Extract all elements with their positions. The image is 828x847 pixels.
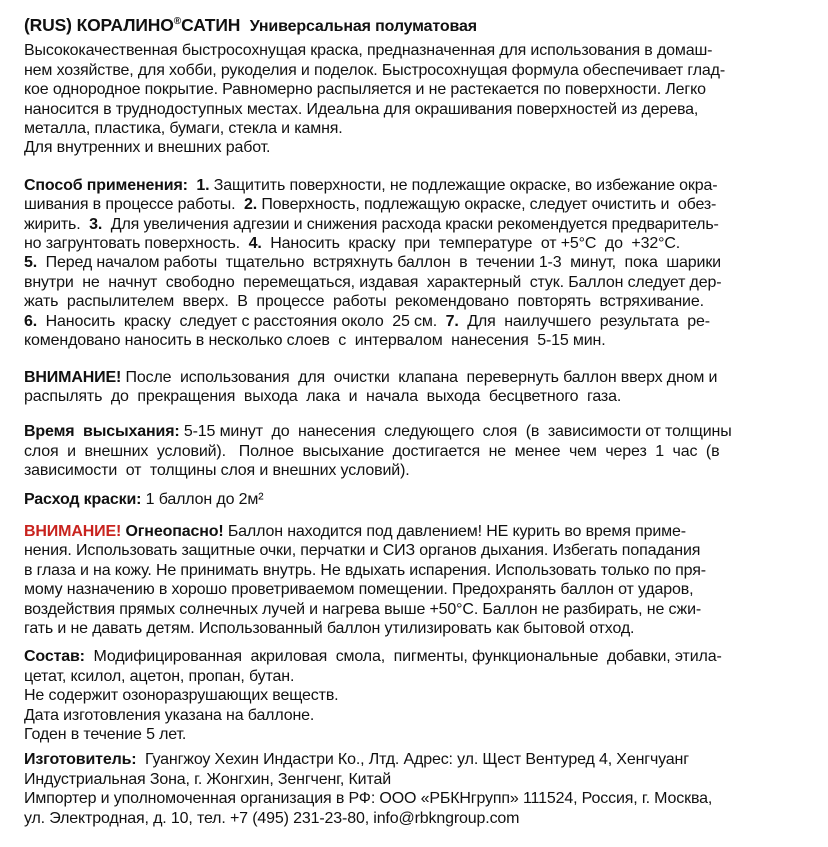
- text-run: Баллон находится под давлением! НЕ курить во время приме-: [223, 522, 686, 540]
- text-run: ВНИМАНИЕ!: [24, 368, 122, 386]
- text-run: кое однородное покрытие. Равномерно распыляется и не растекается по поверхности. Легко: [24, 81, 706, 99]
- text-run: зависимости от толщины слоя и внешних условий).: [24, 462, 410, 480]
- text-run: Время высыхания:: [24, 423, 180, 441]
- text-line: [24, 750, 810, 769]
- text-run: (RUS) КОРАЛИНО: [24, 15, 174, 35]
- text-run: Наносить краску при температуре от +5°С до +32°С.: [261, 235, 681, 253]
- registered-trademark-mark: ®: [173, 16, 182, 28]
- block-consumption: [24, 490, 810, 509]
- text-line: [24, 461, 810, 480]
- label-body: [24, 16, 810, 828]
- text-run: Для увеличения адгезии и снижения расхода краски рекомендуется предваритель-: [102, 215, 719, 233]
- text-run: Для внутренних и внешних работ.: [24, 139, 271, 157]
- text-run: гать и не давать детям. Использованный баллон утилизировать как бытовой отход.: [24, 619, 635, 637]
- text-line: [24, 312, 810, 331]
- block-application: [24, 176, 810, 351]
- text-line: [24, 119, 810, 138]
- text-line: [24, 234, 810, 253]
- text-run: Индустриальная Зона, г. Жонгхин, Зенгченг, Китай: [24, 770, 391, 788]
- text-run: но загрунтовать поверхность.: [24, 235, 249, 253]
- text-run: Импортер и уполномоченная организация в РФ: ООО «РБКНгрупп» 111524, Россия, г. Москва,: [24, 790, 713, 808]
- text-run: Годен в течение 5 лет.: [24, 726, 187, 743]
- text-run: Изготовитель:: [24, 751, 137, 769]
- text-run: Не содержит озоноразрушающих веществ.: [24, 687, 339, 705]
- text-run: ул. Электродная, д. 10, тел. +7 (495) 231-23-80, info@rbkngroup.com: [24, 809, 520, 827]
- text-line: [24, 706, 810, 725]
- text-line: [24, 561, 810, 580]
- text-run: жать распылителем вверх. В процессе работы рекомендовано повторять встряхивание.: [24, 293, 704, 311]
- text-run: комендовано наносить в несколько слоев с интервалом нанесения 5-15 мин.: [24, 332, 606, 350]
- block-safety-warning: [24, 522, 810, 638]
- text-line: [24, 100, 810, 119]
- text-run: Дата изготовления указана на баллоне.: [24, 706, 315, 724]
- text-run: Наносить краску следует с расстояния около 25 см.: [37, 312, 446, 330]
- block-valve-warning: [24, 368, 810, 407]
- block-manufacturer: [24, 750, 810, 828]
- text-run: воздействия прямых солнечных лучей и нагрева выше +50°С. Баллон не разбирать, не сжи-: [24, 600, 702, 618]
- text-line: [24, 667, 810, 686]
- text-line: [24, 80, 810, 99]
- text-line: [24, 580, 810, 599]
- text-run: нения. Использовать защитные очки, перчатки и СИЗ органов дыхания. Избегать попадания: [24, 542, 701, 560]
- text-line: [24, 541, 810, 560]
- text-run: Поверхность, подлежащую окраске, следует очистить и обез-: [257, 196, 717, 214]
- text-line: [24, 253, 810, 272]
- text-line: [24, 809, 810, 828]
- text-line: [24, 368, 810, 387]
- text-run: 7.: [445, 312, 459, 330]
- text-line: [24, 273, 810, 292]
- text-run: 5-15 минут до нанесения следующего слоя (в зависимости от толщины: [179, 423, 732, 441]
- block-composition: [24, 647, 810, 744]
- text-run: внутри не начнут свободно перемещаться, издавая характерный стук. Баллон следует дер-: [24, 273, 722, 291]
- text-line: [24, 41, 810, 60]
- text-run: [240, 15, 249, 35]
- text-line: [24, 686, 810, 705]
- text-run: Гуангжоу Хехин Индастри Ко., Лтд. Адрес: ул. Щест Вентуред 4, Хенгчуанг: [136, 751, 689, 769]
- text-run: Высококачественная быстросохнущая краска, предназначенная для использования в домаш-: [24, 42, 713, 60]
- text-line: [24, 647, 810, 666]
- text-run: После использования для очистки клапана перевернуть баллон вверх дном и: [121, 368, 718, 386]
- text-line: [24, 387, 810, 406]
- text-line: [24, 600, 810, 619]
- text-run: в глаза и на кожу. Не принимать внутрь. Не вдыхать испарения. Использовать только по пря-: [24, 561, 706, 579]
- text-run: слоя и внешних условий). Полное высыхание достигается не менее чем через 1 час (в: [24, 442, 720, 460]
- text-run: 6.: [24, 312, 38, 330]
- text-run: Состав:: [24, 648, 85, 666]
- text-run: 3.: [89, 215, 103, 233]
- text-run: 1 баллон до 2м²: [141, 490, 264, 508]
- text-run: нем хозяйстве, для хобби, рукоделия и поделок. Быстросохнущая формула обеспечивает глад-: [24, 61, 726, 79]
- text-line: [24, 442, 810, 461]
- text-run: распылять до прекращения выхода лака и начала выхода бесцветного газа.: [24, 387, 622, 405]
- text-line: [24, 619, 810, 638]
- text-run: 1.: [196, 176, 210, 194]
- text-run: наносится в труднодоступных местах. Идеальна для окрашивания поверхностей из дерева,: [24, 100, 699, 118]
- text-line: [24, 176, 810, 195]
- text-run: 4.: [248, 235, 262, 253]
- text-run: 5.: [24, 254, 38, 272]
- text-run: Защитить поверхности, не подлежащие окраске, во избежание окра-: [209, 176, 718, 194]
- text-line: [24, 770, 810, 789]
- block-intro: [24, 41, 810, 157]
- text-run: 2.: [243, 196, 258, 214]
- text-line: [24, 725, 810, 744]
- text-line: [24, 16, 810, 36]
- text-line: [24, 422, 810, 441]
- text-run: шивания в процессе работы.: [24, 196, 244, 214]
- text-run: металла, пластика, бумаги, стекла и камня.: [24, 120, 343, 138]
- text-line: [24, 331, 810, 350]
- text-run: мому назначению в хорошо проветриваемом помещении. Предохранять баллон от ударов,: [24, 581, 694, 599]
- text-line: [24, 195, 810, 214]
- text-run: ВНИМАНИЕ!: [24, 522, 122, 540]
- text-run: Универсальная полуматовая: [249, 18, 477, 35]
- text-run: цетат, ксилол, ацетон, пропан, бутан.: [24, 667, 295, 685]
- text-run: Перед началом работы тщательно встряхнуть баллон в течении 1-3 минут, пока шарики: [37, 254, 721, 272]
- text-line: [24, 490, 810, 509]
- text-run: Способ применения:: [24, 176, 188, 194]
- text-line: [24, 789, 810, 808]
- text-run: Для наилучшего результата ре-: [458, 312, 710, 330]
- text-line: [24, 138, 810, 157]
- text-run: Огнеопасно!: [125, 522, 224, 540]
- text-line: [24, 61, 810, 80]
- text-line: [24, 215, 810, 234]
- block-drying-time: [24, 422, 810, 480]
- text-run: Расход краски:: [24, 490, 142, 508]
- block-title: [24, 16, 810, 36]
- text-run: САТИН: [181, 15, 241, 35]
- text-run: Модифицированная акриловая смола, пигменты, функциональные добавки, этила-: [84, 648, 722, 666]
- text-line: [24, 292, 810, 311]
- text-run: жирить.: [24, 215, 90, 233]
- text-line: [24, 522, 810, 541]
